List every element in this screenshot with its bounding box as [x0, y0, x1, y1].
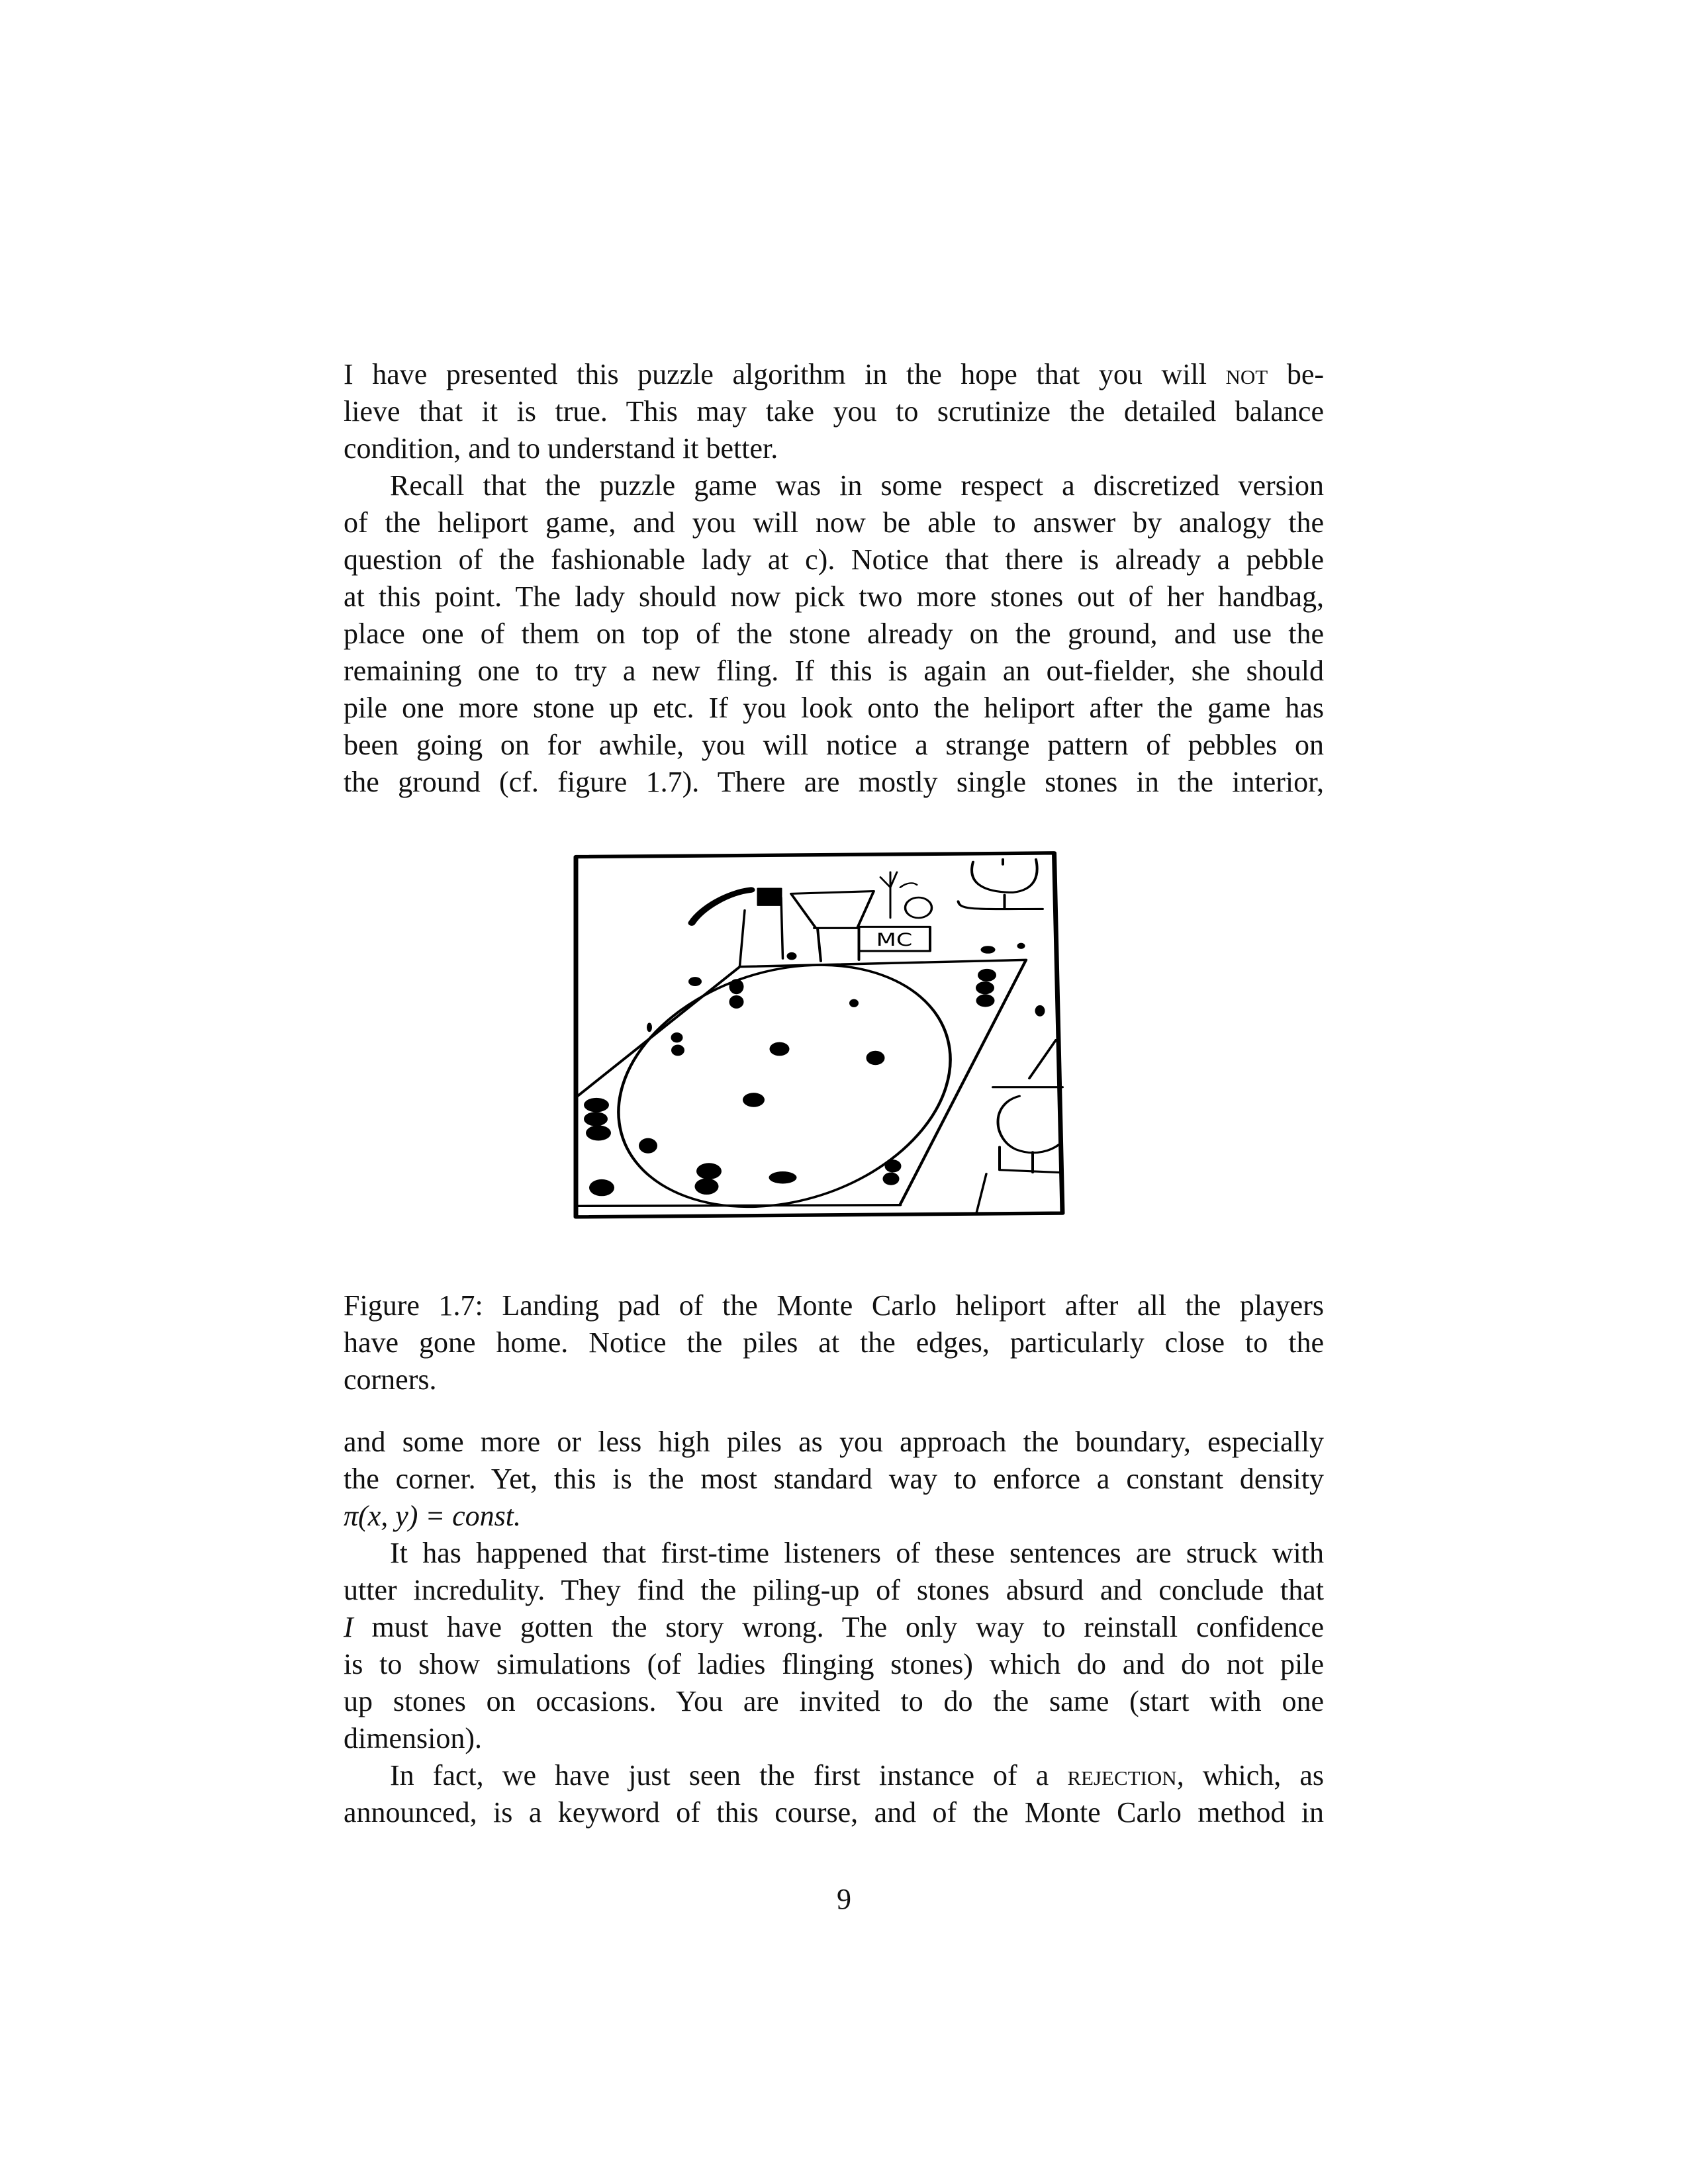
pebbles [584, 943, 1045, 1197]
figure-caption-line: corners. [344, 1363, 437, 1396]
body-line: dimension). [344, 1722, 482, 1754]
body-line: up stones on occasions. You are invited to do the same (start with one [344, 1685, 1324, 1717]
text: In fact, we have just seen the first instance of a [390, 1759, 1068, 1792]
page-number: 9 [837, 1883, 851, 1915]
pebble [1035, 1005, 1045, 1017]
figure-caption-line: have gone home. Notice the piles at the edges, particularly close to the [344, 1326, 1324, 1359]
curtain-rod [740, 897, 783, 966]
body-line [344, 1498, 1324, 1535]
pebble [1017, 943, 1025, 949]
body-line: utter incredulity. They find the piling-up of stones absurd and conclude that [344, 1574, 1324, 1606]
body-line [344, 356, 1324, 393]
text: , which, as [1176, 1759, 1324, 1792]
tree [906, 897, 932, 918]
pebble [589, 1179, 614, 1196]
body-line: Recall that the puzzle game was in some respect a discretized version [390, 469, 1324, 502]
text: be- [1268, 358, 1325, 390]
pebble [770, 1042, 790, 1056]
body-line: lieve that it is true. This may take you to scrutinize the detailed balance [344, 395, 1324, 428]
pebble [769, 1171, 797, 1183]
pebble [671, 1044, 684, 1056]
heliport-figure [556, 834, 1072, 1231]
body-line [344, 1609, 1324, 1646]
pebble [849, 999, 859, 1007]
body-line: remaining one to try a new fling. If this is again an out-fielder, she should [344, 655, 1324, 687]
body-line: been going on for awhile, you will notice a strange pattern of pebbles on [344, 729, 1324, 761]
body-line: the ground (cf. figure 1.7). There are mostly single stones in the interior, [344, 766, 1324, 798]
body-line: condition, and to understand it better. [344, 432, 778, 465]
pebble [671, 1032, 683, 1042]
pebble [787, 952, 797, 960]
pebble [696, 1163, 722, 1179]
pebble [586, 1125, 611, 1140]
pebble [729, 979, 744, 994]
pebble [729, 995, 744, 1009]
pebble [584, 1112, 608, 1126]
body-line [344, 1757, 1324, 1794]
caterpillar [692, 890, 751, 923]
chair-right [993, 1040, 1062, 1173]
body-line: announced, is a keyword of this course, and of the Monte Carlo method in [344, 1796, 1324, 1829]
body-line: the corner. Yet, this is the most standard way to enforce a constant density [344, 1463, 1324, 1495]
figure-frame [576, 853, 1062, 1217]
pebble [647, 1023, 652, 1032]
canister [758, 889, 781, 905]
body-line: pile one more stone up etc. If you look onto the heliport after the game has [344, 692, 1324, 724]
pebble [976, 994, 995, 1007]
body-line: place one of them on top of the stone already on the ground, and use the [344, 617, 1324, 650]
pebble [885, 1160, 902, 1172]
math-formula: const. [452, 1500, 521, 1532]
plant [880, 872, 917, 918]
pebble [688, 977, 702, 986]
small-caps-text: not [1225, 358, 1268, 390]
body-line: at this point. The lady should now pick two more stones out of her handbag, [344, 580, 1324, 613]
lamp-post [976, 1173, 986, 1213]
pebble [695, 1178, 719, 1195]
pebble [981, 946, 996, 954]
pebble [883, 1173, 900, 1185]
body-line: question of the fashionable lady at c). Notice that there is already a pebble [344, 543, 1324, 576]
small-caps-text: rejection [1067, 1759, 1177, 1792]
chair-top-right [959, 859, 1043, 909]
mc-sign-text: MC [876, 930, 913, 951]
pebble [976, 981, 994, 994]
landing-pad [578, 960, 1027, 1204]
body-line: and some more or less high piles as you approach the boundary, especially [344, 1426, 1324, 1458]
pebble [639, 1138, 657, 1154]
body-line: of the heliport game, and you will now be able to answer by analogy the [344, 506, 1324, 539]
pebble [584, 1098, 609, 1113]
math-formula: π(x, y) = [344, 1500, 453, 1532]
text: must have gotten the story wrong. The only way to reinstall confidence [353, 1611, 1324, 1643]
pebble [978, 969, 996, 981]
italic-text: I [344, 1611, 353, 1643]
text: I have presented this puzzle algorithm in the hope that you will [344, 358, 1226, 390]
figure-caption-line: Figure 1.7: Landing pad of the Monte Carlo heliport after all the players [344, 1289, 1324, 1322]
body-line: is to show simulations (of ladies flinging stones) which do and do not pile [344, 1648, 1324, 1680]
body-line: It has happened that first-time listeners of these sentences are struck with [390, 1537, 1324, 1569]
pebble [743, 1093, 765, 1107]
pebble [867, 1051, 885, 1066]
